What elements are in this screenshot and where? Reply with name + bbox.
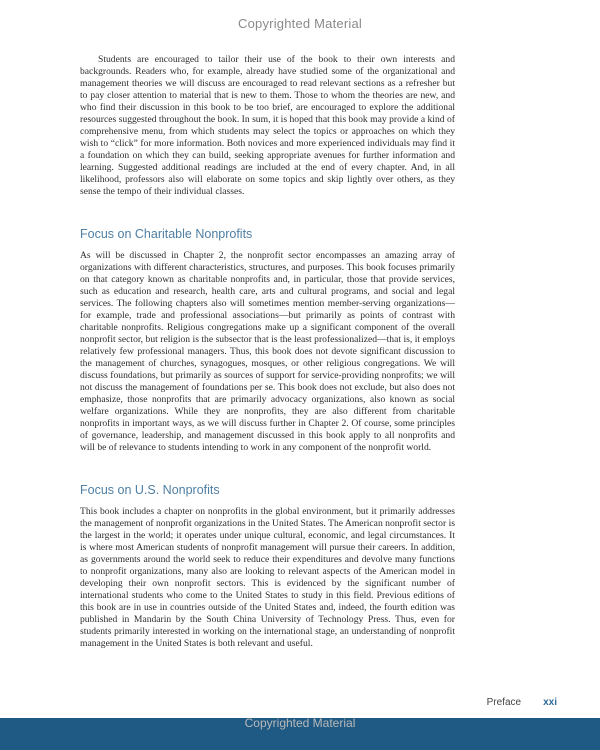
- page-footer: [487, 697, 557, 708]
- page-number: xxi: [543, 697, 557, 708]
- page-body: [80, 54, 455, 650]
- charitable-nonprofits-paragraph: As will be discussed in Chapter 2, the nonprofit sector encompasses an amazing array of organizations with different characteristics, structures, and purposes. This book focuses primarily on that category known as charitable nonprofits and, in particular, those that provide services, such as education and research, health care, arts and cultural programs, and social and legal services. The following chapters also will sometimes mention member-serving organizations—for example, trade and professional associations—but primarily as points of contrast with charitable nonprofits. Religious congregations make up a significant component of the overall nonprofit sector, but religion is the subsector that is the least professionalized—that is, it employs relatively few professional managers. Thus, this book does not devote significant discussion to the management of churches, synagogues, mosques, or other religious congregations. We will discuss foundations, but primarily as sources of support for service-providing nonprofits; we will not discuss the management of foundations per se. This book does not exclude, but also does not emphasize, those nonprofits that are primarily advocacy organizations, also known as social welfare organizations. While they are nonprofits, they are also different from charitable nonprofits in important ways, as we will discuss further in Chapter 2. Of course, some principles of governance, leadership, and management discussed in this book apply to all nonprofits and will be of relevance to students intending to work in any component of the nonprofit world.: [80, 250, 455, 453]
- intro-paragraph: Students are encouraged to tailor their use of the book to their own interests and backgrounds. Readers who, for example, already have studied some of the organizational and management theories we will discuss are encouraged to read relevant sections as a refresher but to pay closer attention to material that is new to them. Those to whom the theories are new, and who find their discussion in this book to be too brief, are encouraged to explore the additional resources suggested throughout the book. In sum, it is hoped that this book may provide a kind of comprehensive menu, from which students may select the topics or approaches on which they wish to “click” for more information. Both novices and more experienced individuals may find it a foundation on which they can build, seeking appropriate avenues for further information and learning. Suggested additional readings are included at the end of every chapter. And, in all likelihood, professors also will elaborate on some topics and skip lightly over others, as they sense the tempo of their individual classes.: [80, 54, 455, 197]
- section-heading-charitable-nonprofits: Focus on Charitable Nonprofits: [80, 227, 253, 241]
- section-heading-us-nonprofits: Focus on U.S. Nonprofits: [80, 483, 220, 497]
- copyright-watermark-top: Copyrighted Material: [238, 16, 362, 31]
- copyright-watermark-bottom: Copyrighted Material: [244, 716, 356, 730]
- us-nonprofits-paragraph: This book includes a chapter on nonprofits in the global environment, but it primarily addresses the management of nonprofit organizations in the United States. The American nonprofit sector is the largest in the world; it operates under unique cultural, economic, and legal circumstances. It is where most American students of nonprofit management will pursue their careers. In addition, as governments around the world seek to reduce their expenditures and devolve many functions to nonprofit organizations, many also are looking to relevant aspects of the American model in developing their own nonprofit sectors. This is evidenced by the significant number of international students who come to the United States to study in this field. Previous editions of this book are in use in countries outside of the United States and, indeed, the fourth edition was published in Mandarin by the South China University of Technology Press. Thus, even for students primarily interested in working on the international stage, an understanding of nonprofit management in the United States is both relevant and useful.: [80, 506, 455, 649]
- footer-section-label: Preface: [486, 697, 522, 708]
